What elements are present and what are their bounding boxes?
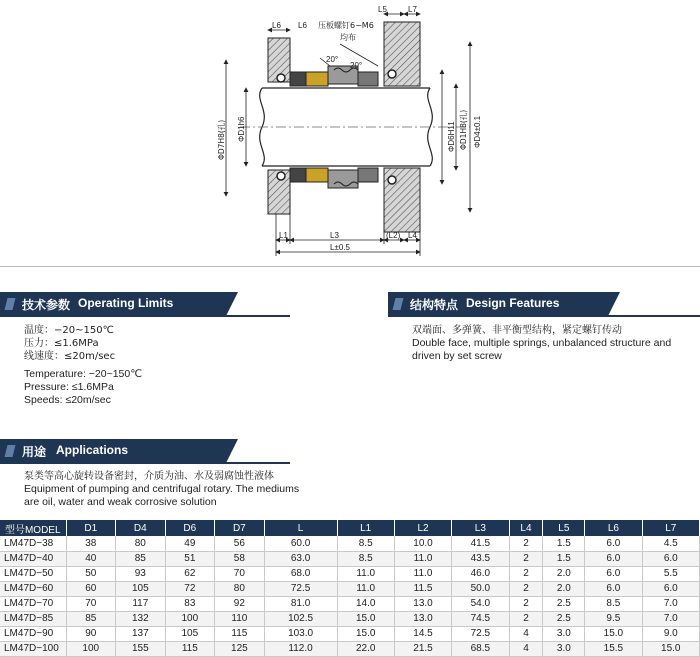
value-cell: 15.5 xyxy=(585,641,642,656)
applications-title-en: Applications xyxy=(56,443,129,457)
value-cell: 15.0 xyxy=(337,611,394,626)
value-cell: 58 xyxy=(215,551,265,566)
value-cell: 81.0 xyxy=(264,596,337,611)
value-cell: 72.5 xyxy=(264,581,337,596)
value-cell: 100 xyxy=(165,611,215,626)
value-cell: 2 xyxy=(509,566,543,581)
operating-limits-title-cn: 技术参数 xyxy=(22,298,71,312)
value-cell: 8.5 xyxy=(337,536,394,551)
value-cell: 125 xyxy=(215,641,265,656)
value-cell: 22.0 xyxy=(337,641,394,656)
model-cell: LM47D−60 xyxy=(0,581,66,596)
label-l6-left: L6 xyxy=(272,21,281,30)
value-cell: 6.0 xyxy=(585,581,642,596)
value-cell: 2 xyxy=(509,596,543,611)
value-cell: 6.0 xyxy=(585,566,642,581)
spec-table xyxy=(0,520,700,657)
value-cell: 70 xyxy=(66,596,116,611)
value-cell: 80 xyxy=(116,536,166,551)
design-features-title-en: Design Features xyxy=(466,296,560,310)
value-cell: 14.0 xyxy=(337,596,394,611)
value-cell: 70 xyxy=(215,566,265,581)
label-d4: ΦD4±0.1 xyxy=(473,115,482,148)
value-cell: 63.0 xyxy=(264,551,337,566)
operating-limits-title-en: Operating Limits xyxy=(78,296,174,310)
seal-bottom xyxy=(277,168,396,188)
table-row xyxy=(0,641,700,656)
value-cell: 46.0 xyxy=(452,566,509,581)
shaft xyxy=(240,88,470,166)
table-row xyxy=(0,611,700,626)
value-cell: 2.5 xyxy=(543,596,585,611)
label-note-2: 均布 xyxy=(340,33,356,42)
value-cell: 68.0 xyxy=(264,566,337,581)
value-cell: 6.0 xyxy=(642,581,699,596)
value-cell: 11.5 xyxy=(394,581,451,596)
value-cell: 115 xyxy=(215,626,265,641)
label-l6-mid: L6 xyxy=(298,21,307,30)
label-d1-h8: ΦD1H8(孔) xyxy=(459,109,468,150)
label-angle-b: 20° xyxy=(350,61,363,70)
value-cell: 15.0 xyxy=(585,626,642,641)
applications-en: Equipment of pumping and centrifugal rotary. The mediums are oil, water and weak corrosive solution xyxy=(24,483,300,508)
value-cell: 117 xyxy=(116,596,166,611)
limits-cn-line: 线速度：≤20m/sec xyxy=(24,351,116,362)
value-cell: 13.0 xyxy=(394,596,451,611)
applications-header xyxy=(0,439,290,463)
value-cell: 115 xyxy=(165,641,215,656)
table-row xyxy=(0,536,700,551)
value-cell: 1.5 xyxy=(543,551,585,566)
value-cell: 6.0 xyxy=(585,536,642,551)
value-cell: 7.0 xyxy=(642,611,699,626)
col-header: D7 xyxy=(215,520,265,536)
value-cell: 112.0 xyxy=(264,641,337,656)
value-cell: 9.5 xyxy=(585,611,642,626)
value-cell: 40 xyxy=(66,551,116,566)
col-header: 型号MODEL xyxy=(0,520,66,536)
value-cell: 90 xyxy=(66,626,116,641)
value-cell: 4 xyxy=(509,626,543,641)
value-cell: 72.5 xyxy=(452,626,509,641)
value-cell: 8.5 xyxy=(337,551,394,566)
limits-cn-line: 温度：−20~150℃ xyxy=(24,325,114,336)
value-cell: 74.5 xyxy=(452,611,509,626)
value-cell: 100 xyxy=(66,641,116,656)
value-cell: 5.5 xyxy=(642,566,699,581)
col-header: L7 xyxy=(642,520,699,536)
col-header: D6 xyxy=(165,520,215,536)
value-cell: 2 xyxy=(509,581,543,596)
col-header: D4 xyxy=(116,520,166,536)
col-header: L2 xyxy=(394,520,451,536)
value-cell: 15.0 xyxy=(642,641,699,656)
value-cell: 2.5 xyxy=(543,611,585,626)
value-cell: 41.5 xyxy=(452,536,509,551)
value-cell: 93 xyxy=(116,566,166,581)
value-cell: 43.5 xyxy=(452,551,509,566)
applications-text xyxy=(24,470,314,509)
label-l3: L3 xyxy=(330,231,339,240)
label-l4: L4 xyxy=(408,231,417,240)
label-l5: L5 xyxy=(378,5,387,14)
value-cell: 14.5 xyxy=(394,626,451,641)
col-header: L4 xyxy=(509,520,543,536)
table-row xyxy=(0,596,700,611)
value-cell: 3.0 xyxy=(543,626,585,641)
value-cell: 3.0 xyxy=(543,641,585,656)
value-cell: 105 xyxy=(116,581,166,596)
value-cell: 21.5 xyxy=(394,641,451,656)
value-cell: 72 xyxy=(165,581,215,596)
table-row xyxy=(0,551,700,566)
label-d7-h8: ΦD7H8(孔) xyxy=(217,119,226,160)
value-cell: 15.0 xyxy=(337,626,394,641)
left-housing xyxy=(268,38,290,214)
value-cell: 2 xyxy=(509,551,543,566)
value-cell: 103.0 xyxy=(264,626,337,641)
value-cell: 2 xyxy=(509,536,543,551)
label-l2: (L2) xyxy=(386,231,401,240)
value-cell: 2 xyxy=(509,611,543,626)
value-cell: 83 xyxy=(165,596,215,611)
value-cell: 132 xyxy=(116,611,166,626)
label-d6-h11: ΦD6H11 xyxy=(447,121,456,152)
operating-limits-en xyxy=(24,368,142,407)
model-cell: LM47D−90 xyxy=(0,626,66,641)
applications-title-cn: 用途 xyxy=(22,445,47,459)
table-row xyxy=(0,566,700,581)
section-divider xyxy=(0,266,700,267)
value-cell: 50.0 xyxy=(452,581,509,596)
value-cell: 11.0 xyxy=(394,551,451,566)
value-cell: 62 xyxy=(165,566,215,581)
model-cell: LM47D−85 xyxy=(0,611,66,626)
limits-cn-line: 压力：≤1.6MPa xyxy=(24,338,99,349)
value-cell: 11.0 xyxy=(337,581,394,596)
design-features-title-cn: 结构特点 xyxy=(410,298,459,312)
value-cell: 137 xyxy=(116,626,166,641)
design-features-header xyxy=(388,292,700,316)
col-header: L3 xyxy=(452,520,509,536)
col-header: L6 xyxy=(585,520,642,536)
value-cell: 7.0 xyxy=(642,596,699,611)
value-cell: 11.0 xyxy=(394,566,451,581)
applications-cn: 泵类等高心旋转设备密封，介质为油、水及弱腐蚀性液体 xyxy=(24,471,274,482)
label-d1-h6: ΦD1h6 xyxy=(237,116,246,142)
value-cell: 110 xyxy=(215,611,265,626)
value-cell: 50 xyxy=(66,566,116,581)
value-cell: 6.0 xyxy=(585,551,642,566)
limits-en-line: Speeds: ≤20m/sec xyxy=(24,394,111,406)
value-cell: 102.5 xyxy=(264,611,337,626)
value-cell: 4 xyxy=(509,641,543,656)
value-cell: 8.5 xyxy=(585,596,642,611)
value-cell: 2.0 xyxy=(543,566,585,581)
col-header: D1 xyxy=(66,520,116,536)
value-cell: 51 xyxy=(165,551,215,566)
value-cell: 80 xyxy=(215,581,265,596)
value-cell: 9.0 xyxy=(642,626,699,641)
value-cell: 60.0 xyxy=(264,536,337,551)
value-cell: 13.0 xyxy=(394,611,451,626)
value-cell: 11.0 xyxy=(337,566,394,581)
value-cell: 6.0 xyxy=(642,551,699,566)
label-l-total: L±0.5 xyxy=(330,243,350,252)
value-cell: 68.5 xyxy=(452,641,509,656)
value-cell: 4.5 xyxy=(642,536,699,551)
seal-cross-section-drawing xyxy=(0,0,700,262)
value-cell: 49 xyxy=(165,536,215,551)
col-header: L5 xyxy=(543,520,585,536)
design-features-en: Double face, multiple springs, unbalanced structure and driven by set screw xyxy=(412,337,672,362)
table-row xyxy=(0,626,700,641)
value-cell: 54.0 xyxy=(452,596,509,611)
design-features-cn: 双端面、多弹簧、非平衡型结构，紧定螺钉传动 xyxy=(412,325,622,336)
limits-en-line: Temperature: −20~150℃ xyxy=(24,368,143,380)
col-header: L xyxy=(264,520,337,536)
model-cell: LM47D−50 xyxy=(0,566,66,581)
value-cell: 10.0 xyxy=(394,536,451,551)
label-note-1: 压板螺钉6−M6 xyxy=(318,21,374,30)
seal-top xyxy=(277,66,396,86)
label-l1: L1 xyxy=(279,231,288,240)
value-cell: 105 xyxy=(165,626,215,641)
design-features-text xyxy=(412,324,690,363)
value-cell: 1.5 xyxy=(543,536,585,551)
label-angle-a: 20° xyxy=(326,55,339,64)
value-cell: 85 xyxy=(116,551,166,566)
model-cell: LM47D−70 xyxy=(0,596,66,611)
value-cell: 38 xyxy=(66,536,116,551)
table-row xyxy=(0,581,700,596)
limits-en-line: Pressure: ≤1.6MPa xyxy=(24,381,114,393)
label-l7: L7 xyxy=(408,5,417,14)
model-cell: LM47D−40 xyxy=(0,551,66,566)
value-cell: 92 xyxy=(215,596,265,611)
value-cell: 60 xyxy=(66,581,116,596)
value-cell: 85 xyxy=(66,611,116,626)
value-cell: 155 xyxy=(116,641,166,656)
operating-limits-cn xyxy=(24,324,115,363)
model-cell: LM47D−100 xyxy=(0,641,66,656)
value-cell: 2.0 xyxy=(543,581,585,596)
col-header: L1 xyxy=(337,520,394,536)
model-cell: LM47D−38 xyxy=(0,536,66,551)
table-header-row xyxy=(0,520,700,536)
operating-limits-header xyxy=(0,292,290,316)
value-cell: 56 xyxy=(215,536,265,551)
